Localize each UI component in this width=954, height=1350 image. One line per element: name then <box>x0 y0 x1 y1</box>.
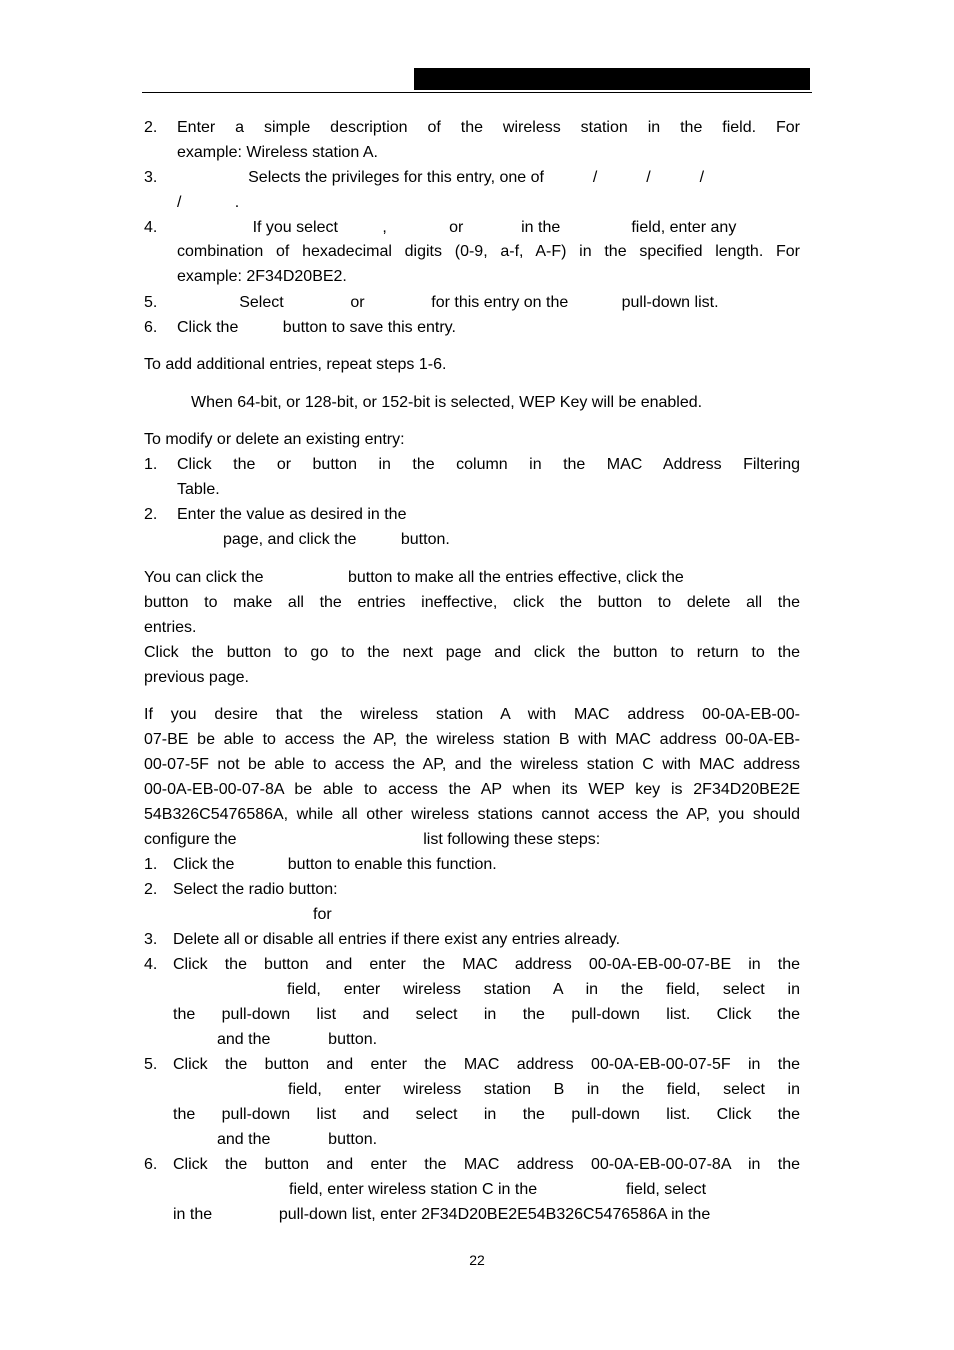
text-line: page, and click the button. <box>223 531 450 548</box>
list-number: 1. <box>144 856 158 873</box>
text-line: Click the or button in the column in the MAC Address Filtering <box>177 456 800 473</box>
text-line: To add additional entries, repeat steps 1-6. <box>144 356 447 373</box>
text-line: Click the button and enter the MAC address 00-0A-EB-00-07-5F in the <box>173 1056 800 1073</box>
header-rule <box>142 92 812 93</box>
text-line: and the button. <box>217 1031 378 1048</box>
text-line: 00-0A-EB-00-07-8A be able to access the AP when its WEP key is 2F34D20BE2E <box>144 781 800 798</box>
text-line: in the pull-down list, enter 2F34D20BE2E54B326C5476586A in the <box>173 1206 711 1223</box>
list-number: 6. <box>144 319 158 336</box>
text-line: field, enter wireless station B in the field, select in <box>288 1081 800 1098</box>
text-line: 07-BE be able to access the AP, the wireless station B with MAC address 00-0A-EB- <box>144 731 800 748</box>
list-number: 2. <box>144 119 158 136</box>
text-line: button to make all the entries ineffective, click the button to delete all the <box>144 594 800 611</box>
text-line: for <box>313 906 332 923</box>
text-line: field, enter wireless station C in the field, select <box>289 1181 707 1198</box>
text-line: / . <box>177 194 240 211</box>
text-line: example: Wireless station A. <box>177 144 378 161</box>
text-line: To modify or delete an existing entry: <box>144 431 405 448</box>
text-line: Selects the privileges for this entry, one of / / / <box>177 169 705 186</box>
header-bar <box>414 68 810 90</box>
text-line: the pull-down list and select in the pull-down list. Click the <box>173 1006 800 1023</box>
text-line: Click the button and enter the MAC address 00-0A-EB-00-07-BE in the <box>173 956 800 973</box>
page-number: 22 <box>469 1252 485 1268</box>
list-number: 5. <box>144 294 158 311</box>
text-line: the pull-down list and select in the pull-down list. Click the <box>173 1106 800 1123</box>
text-line: configure the list following these steps: <box>144 831 601 848</box>
text-line: and the button. <box>217 1131 378 1148</box>
text-line: Enter a simple description of the wireless station in the field. For <box>177 119 800 136</box>
list-number: 2. <box>144 506 158 523</box>
text-line: entries. <box>144 619 197 636</box>
text-line: You can click the button to make all the entries effective, click the <box>144 569 684 586</box>
text-line: Select or for this entry on the pull-down list. <box>177 294 719 311</box>
list-number: 3. <box>144 931 158 948</box>
text-line: Click the button to save this entry. <box>177 319 456 336</box>
list-number: 3. <box>144 169 158 186</box>
text-line: combination of hexadecimal digits (0-9, a-f, A-F) in the specified length. For <box>177 243 800 260</box>
text-line: If you select , or in the field, enter any <box>177 219 737 236</box>
text-line: Click the button to go to the next page and click the button to return to the <box>144 644 800 661</box>
list-number: 4. <box>144 219 158 236</box>
text-line: Select the radio button: <box>173 881 338 898</box>
text-line: Enter the value as desired in the <box>177 506 407 523</box>
text-line: Click the button to enable this function. <box>173 856 497 873</box>
text-line: previous page. <box>144 669 249 686</box>
list-number: 2. <box>144 881 158 898</box>
text-line: 54B326C5476586A, while all other wireless stations cannot access the AP, you should <box>144 806 800 823</box>
text-line: Click the button and enter the MAC address 00-0A-EB-00-07-8A in the <box>173 1156 800 1173</box>
text-line: example: 2F34D20BE2. <box>177 268 347 285</box>
text-line: field, enter wireless station A in the field, select in <box>287 981 800 998</box>
list-number: 1. <box>144 456 158 473</box>
text-line: Delete all or disable all entries if there exist any entries already. <box>173 931 621 948</box>
note-line: When 64-bit, or 128-bit, or 152-bit is selected, WEP Key will be enabled. <box>191 394 703 411</box>
text-line: If you desire that the wireless station A with MAC address 00-0A-EB-00- <box>144 706 800 723</box>
list-number: 5. <box>144 1056 158 1073</box>
text-line: Table. <box>177 481 220 498</box>
list-number: 6. <box>144 1156 158 1173</box>
list-number: 4. <box>144 956 158 973</box>
text-line: 00-07-5F not be able to access the AP, and the wireless station C with MAC address <box>144 756 800 773</box>
